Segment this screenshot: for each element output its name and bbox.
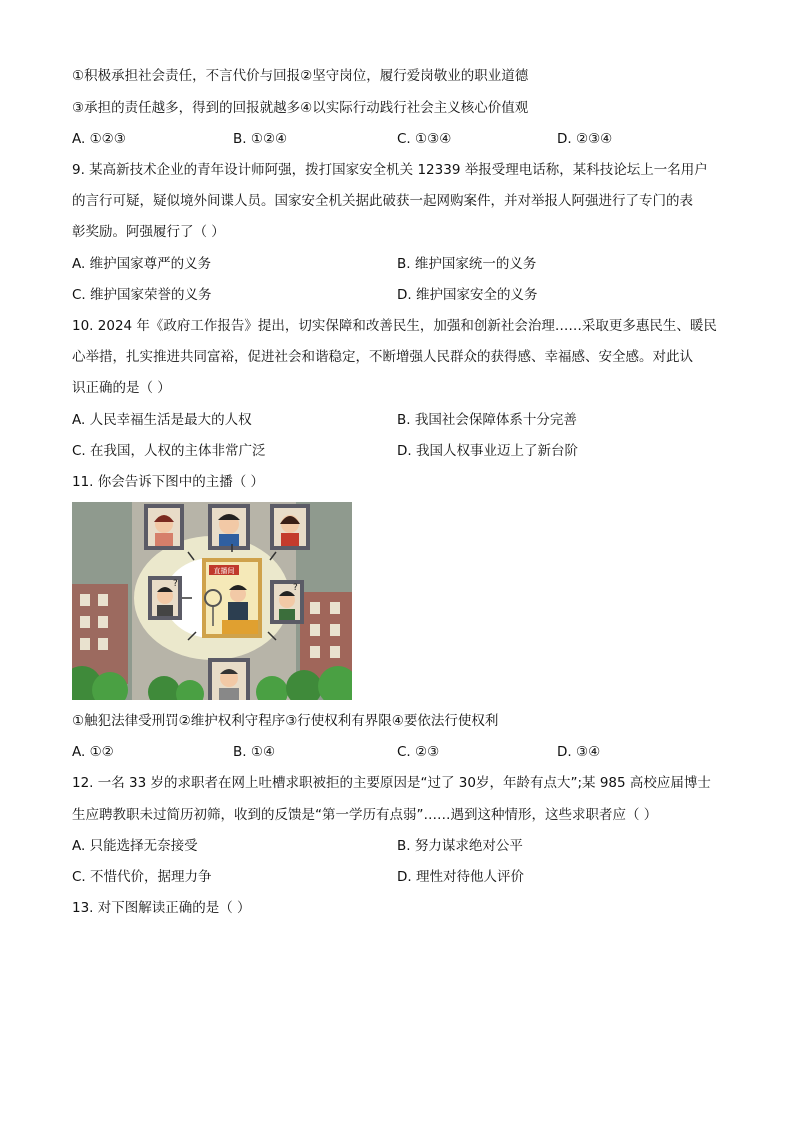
q11-option-c: C. ②③ xyxy=(397,744,440,760)
q9-option-d: D. 维护国家安全的义务 xyxy=(397,287,538,303)
neighbor-window-top-center xyxy=(208,504,250,550)
neighbor-window-left xyxy=(148,576,182,620)
neighbor-window-bottom xyxy=(208,658,250,700)
q9-stem-line-1: 9. 某高新技术企业的青年设计师阿强，拨打国家安全机关 12339 举报受理电话称，某科技论坛上一名用户 xyxy=(72,162,708,178)
q12-option-a: A. 只能选择无奈接受 xyxy=(72,838,198,854)
q9-option-c: C. 维护国家荣誉的义务 xyxy=(72,287,212,303)
q11-stem: 11. 你会告诉下图中的主播（ ） xyxy=(72,474,265,490)
q8-statements-line-2: ③承担的责任越多，得到的回报就越多④以实际行动践行社会主义核心价值观 xyxy=(72,100,529,116)
q8-statements-line-1: ①积极承担社会责任，不言代价与回报②坚守岗位，履行爱岗敬业的职业道德 xyxy=(72,68,529,84)
q12-option-d: D. 理性对待他人评价 xyxy=(397,869,524,885)
q13-stem: 13. 对下图解读正确的是（ ） xyxy=(72,900,251,916)
q9-option-a: A. 维护国家尊严的义务 xyxy=(72,256,212,272)
q10-stem-line-3: 识正确的是（ ） xyxy=(72,380,171,396)
q11-option-b: B. ①④ xyxy=(233,744,276,760)
q10-option-a: A. 人民幸福生活是最大的人权 xyxy=(72,412,252,428)
question-mark-icon: ? xyxy=(173,579,178,589)
q10-option-c: C. 在我国，人权的主体非常广泛 xyxy=(72,443,266,459)
q8-option-d: D. ②③④ xyxy=(557,131,613,147)
livestream-room xyxy=(202,558,262,638)
livestream-cartoon-illustration xyxy=(72,502,352,700)
q10-stem-line-1: 10. 2024 年《政府工作报告》提出，切实保障和改善民生，加强和创新社会治理……采取更多惠民生、暖民 xyxy=(72,318,717,334)
q12-stem-line-1: 12. 一名 33 岁的求职者在网上吐槽求职被拒的主要原因是“过了 30岁，年龄有点大”;某 985 高校应届博士 xyxy=(72,775,711,791)
q9-option-b: B. 维护国家统一的义务 xyxy=(397,256,537,272)
q11-option-a: A. ①② xyxy=(72,744,114,760)
neighbor-window-top-left xyxy=(144,504,184,550)
livestream-sign-text: 直播间 xyxy=(213,567,235,575)
neighbor-window-top-right xyxy=(270,504,310,550)
q10-stem-line-2: 心举措，扎实推进共同富裕，促进社会和谐稳定，不断增强人民群众的获得感、幸福感、安全感。对此认 xyxy=(72,349,693,365)
q10-option-d: D. 我国人权事业迈上了新台阶 xyxy=(397,443,578,459)
q12-option-b: B. 努力谋求绝对公平 xyxy=(397,838,523,854)
q11-option-d: D. ③④ xyxy=(557,744,601,760)
q10-option-b: B. 我国社会保障体系十分完善 xyxy=(397,412,577,428)
q8-option-b: B. ①②④ xyxy=(233,131,288,147)
q12-stem-line-2: 生应聘教职未过简历初筛，收到的反馈是“第一学历有点弱”……遇到这种情形，这些求职者应（ ） xyxy=(72,807,658,823)
q9-stem-line-2: 的言行可疑，疑似境外间谍人员。国家安全机关据此破获一起网购案件，并对举报人阿强进行了专门的表 xyxy=(72,193,693,209)
q12-option-c: C. 不惜代价，据理力争 xyxy=(72,869,212,885)
q8-option-a: A. ①②③ xyxy=(72,131,126,147)
q11-statements: ①触犯法律受刑罚②维护权利守程序③行使权利有界限④要依法行使权利 xyxy=(72,713,499,729)
question-mark-icon: ? xyxy=(293,583,298,593)
neighbor-window-right xyxy=(270,580,304,624)
q9-stem-line-3: 彰奖励。阿强履行了（ ） xyxy=(72,224,225,240)
q8-option-c: C. ①③④ xyxy=(397,131,452,147)
